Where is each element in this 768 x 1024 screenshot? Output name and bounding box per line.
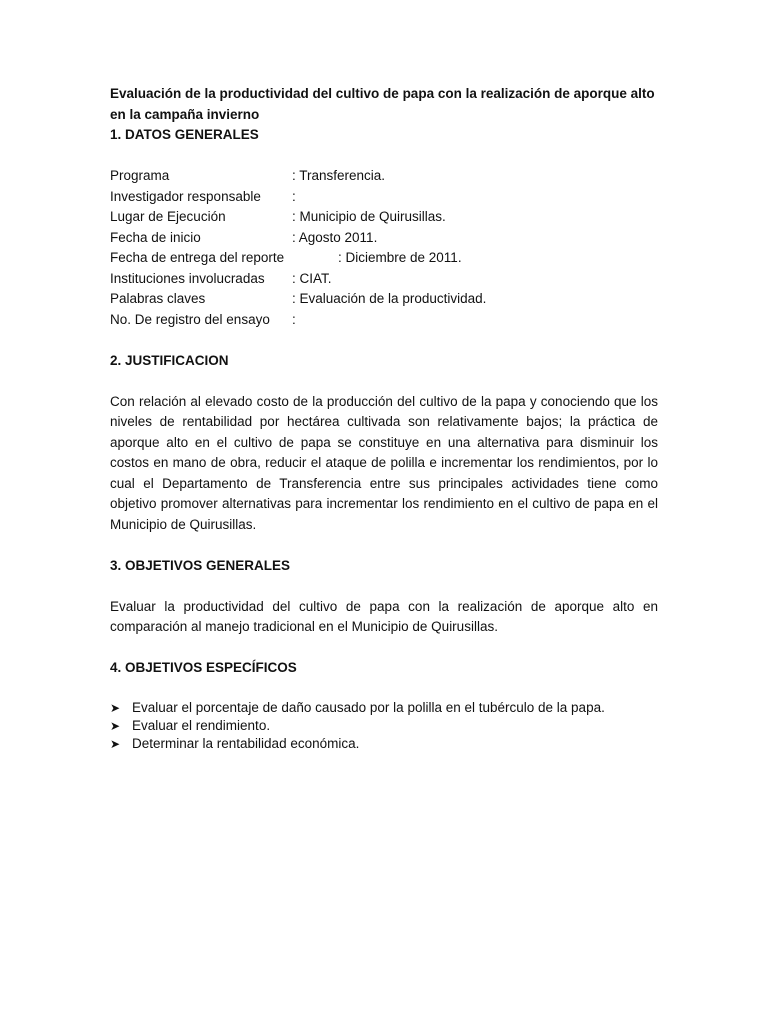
info-label: Palabras claves <box>110 291 206 306</box>
document-title: Evaluación de la productividad del cultivo de papa con la realización de aporque alto en la campaña invierno <box>110 86 655 122</box>
arrowhead-bullet-icon: ➤ <box>110 719 121 733</box>
info-row-palabras-claves <box>110 289 658 310</box>
info-value: : <box>292 311 296 327</box>
list-item-text: Determinar la rentabilidad económica. <box>132 736 360 751</box>
list-item <box>110 735 658 753</box>
objetivos-generales-paragraph: Evaluar la productividad del cultivo de papa con la realización de aporque alto en comparación al manejo tradicional en el Municipio de Quirusillas. <box>110 598 658 634</box>
section-heading-datos-generales: 1. DATOS GENERALES <box>110 127 259 142</box>
info-value: : Agosto 2011. <box>292 229 378 245</box>
info-row-programa <box>110 166 658 187</box>
info-label: No. De registro del ensayo <box>110 311 270 327</box>
list-item <box>110 699 658 717</box>
info-value: : Municipio de Quirusillas. <box>292 209 446 224</box>
arrowhead-bullet-icon: ➤ <box>110 701 121 715</box>
info-label: Fecha de entrega del reporte <box>110 250 285 265</box>
justificacion-paragraph: Con relación al elevado costo de la producción del cultivo de la papa y conociendo que los niveles de rentabilidad por hectárea cultivada son relativamente bajos; la práctica de aporque alto en el cultivo de papa se constituye en una alternativa para disminuir los costos en mano de obra, reducir el ataque de polilla e incrementar los rendimientos, por lo cual el Departamento de Transferencia entre sus principales actividades tiene como objetivo promover alternativas para incrementar los rendimiento en el cultivo de papa en el Municipio de Quirusillas. <box>110 393 658 532</box>
general-data-table <box>110 166 658 330</box>
arrowhead-bullet-icon: ➤ <box>110 737 121 751</box>
info-row-investigador <box>110 187 658 208</box>
info-value: : CIAT. <box>292 270 332 286</box>
objetivos-especificos-list <box>110 699 658 753</box>
section-heading-justificacion: 2. JUSTIFICACION <box>110 352 229 368</box>
info-row-fecha-entrega <box>110 248 658 269</box>
info-value: : Evaluación de la productividad. <box>292 291 487 306</box>
info-value: : <box>292 188 296 204</box>
info-value: : Diciembre de 2011. <box>338 250 462 265</box>
list-item-text: Evaluar el porcentaje de daño causado por la polilla en el tubérculo de la papa. <box>132 700 605 715</box>
info-label: Fecha de inicio <box>110 229 201 245</box>
info-row-instituciones <box>110 269 658 290</box>
list-item <box>110 717 658 735</box>
document-page <box>110 84 658 753</box>
info-label: Programa <box>110 168 170 183</box>
list-item-text: Evaluar el rendimiento. <box>132 718 271 733</box>
info-row-fecha-inicio <box>110 228 658 249</box>
section-heading-objetivos-generales: 3. OBJETIVOS GENERALES <box>110 557 291 573</box>
info-row-lugar <box>110 207 658 228</box>
info-label: Instituciones involucradas <box>110 270 265 286</box>
section-heading-objetivos-especificos: 4. OBJETIVOS ESPECÍFICOS <box>110 660 297 675</box>
info-value: : Transferencia. <box>292 168 386 183</box>
info-row-registro <box>110 310 658 331</box>
info-label: Investigador responsable <box>110 188 261 204</box>
info-label: Lugar de Ejecución <box>110 209 226 224</box>
